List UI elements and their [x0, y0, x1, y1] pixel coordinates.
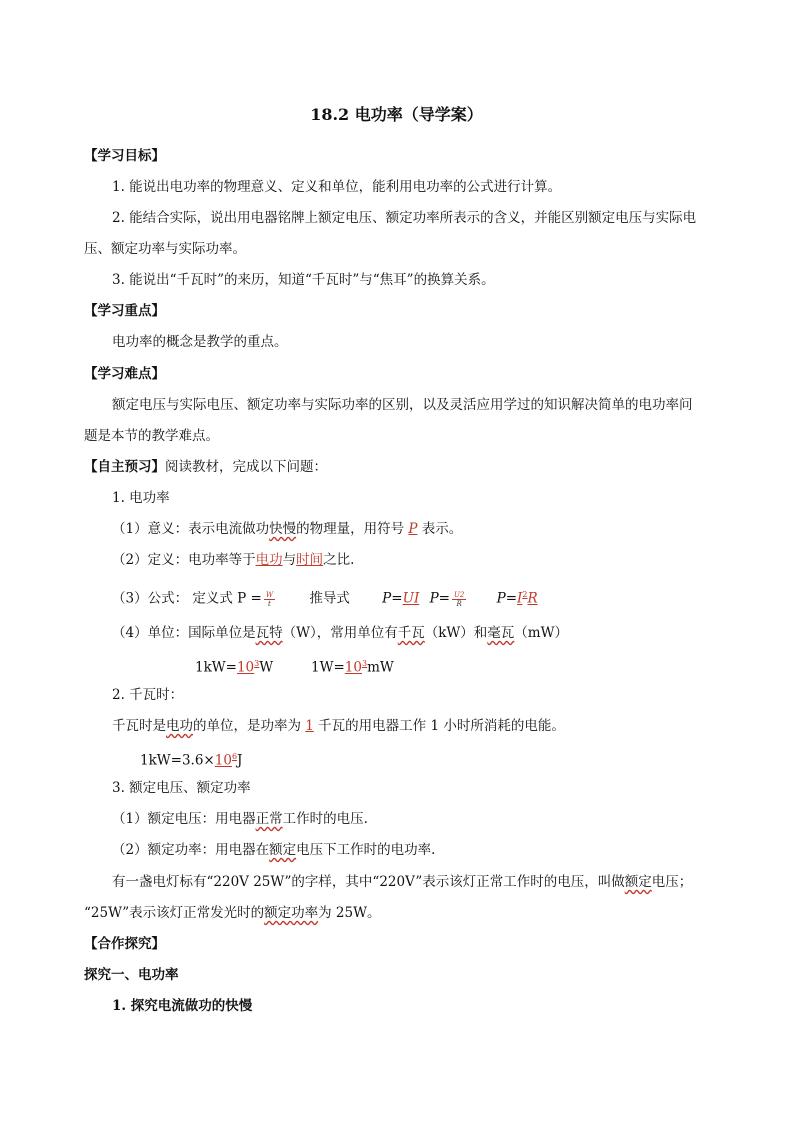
p2-text-fill-1: 电功 [166, 718, 193, 734]
goals-heading: 【学习目标】 [84, 148, 165, 164]
p3-ex-a-post: 电压； [651, 874, 693, 890]
p1-formula-derived: 推导式 [309, 590, 350, 607]
preview-line [84, 458, 327, 476]
conv2-fill: 10 [344, 659, 362, 676]
formula-1-pre: P= [382, 590, 403, 607]
p1-unit-mid-2: （kW）和 [424, 625, 488, 641]
p3-title: 3. 额定电压、额定功率 [112, 780, 251, 796]
p2-conversion [140, 748, 242, 770]
p1-meaning-mid: 的物理量，用符号 [296, 521, 409, 537]
p3-ex-b-fill: 额定功率 [264, 905, 319, 921]
p1-conversion-2 [311, 655, 394, 677]
conv1-post: W [259, 659, 274, 676]
p1-meaning [112, 520, 462, 538]
conv1-pre: 1kW= [195, 659, 237, 676]
fraction-denominator: R [456, 599, 462, 608]
goal-2a: 2. 能结合实际，说出用电器铭牌上额定电压、额定功率所表示的含义，并能区别额定电压与实际电 [112, 210, 697, 226]
p1-meaning-post: 表示。 [417, 521, 463, 537]
p1-unit-pre: （4）单位：国际单位是 [112, 625, 256, 641]
difficulty-text-a: 额定电压与实际电压、额定功率与实际功率的区别，以及灵活应用学过的知识解决简单的电功率问 [112, 397, 693, 413]
p2-text [112, 717, 565, 735]
preview-intro: 阅读教材，完成以下问题： [165, 459, 327, 475]
p1-def-post: 之比. [323, 552, 355, 568]
p1-formula [112, 586, 538, 608]
p1-unit [112, 624, 568, 642]
conv1-sup: 3 [254, 659, 260, 668]
p3-v-post: 工作时的电压. [282, 811, 368, 827]
fraction-denominator: t [268, 599, 271, 608]
p1-def-fill-1: 电功 [255, 552, 283, 568]
p1-unit-fill-2: 千瓦 [397, 625, 425, 641]
p3-ex-b-pre: “25W”表示该灯正常发光时的 [84, 905, 265, 921]
explore-1-heading: 探究一、电功率 [84, 967, 179, 983]
explore-1-subheading: 1. 探究电流做功的快慢 [112, 998, 253, 1014]
conv2-sup: 3 [361, 659, 368, 668]
fraction-numerator: W [265, 590, 274, 599]
p3-ex-a-fill: 额定 [624, 874, 652, 890]
p2-title: 2. 千瓦时： [112, 687, 184, 703]
p1-unit-fill-1: 瓦特 [255, 625, 283, 641]
p1-conversion-1 [195, 655, 273, 677]
formula-2-pre: P= [429, 590, 450, 607]
p3-example-b [84, 904, 380, 922]
p1-unit-post: （mW） [514, 625, 568, 641]
formula-2-fraction [452, 591, 466, 608]
p3-v-pre: （1）额定电压：用电器 [112, 811, 256, 827]
p2-conv-post: J [237, 752, 243, 769]
formula-3-sup: 2 [522, 590, 528, 599]
difficulty-heading: 【学习难点】 [84, 366, 165, 382]
fraction-numerator: U2 [453, 590, 465, 599]
p1-meaning-symbol: P [408, 521, 418, 537]
goal-1: 1. 能说出电功率的物理意义、定义和单位，能利用电功率的公式进行计算。 [112, 179, 562, 195]
p3-rated-voltage [112, 810, 368, 828]
page-title: 18.2 电功率（导学案） [310, 105, 483, 124]
p3-ex-a-pre: 有一盏电灯标有“220V 25W”的字样，其中“220V”表示该灯正常工作时的电压，叫做 [112, 874, 625, 890]
goal-3: 3. 能说出“千瓦时”的来历，知道“千瓦时”与“焦耳”的换算关系。 [112, 272, 495, 288]
p3-p-pre: （2）额定功率：用电器在 [112, 842, 270, 858]
difficulty-text-b: 题是本节的教学难点。 [84, 428, 219, 444]
p1-def-pre: （2）定义：电功率等于 [112, 552, 256, 568]
p2-text-pre: 千瓦时是 [112, 718, 166, 734]
p1-meaning-pre: （1）意义：表示电流做功 [112, 521, 270, 537]
p3-v-fill: 正常 [255, 811, 283, 827]
p2-text-post: 千瓦的用电器工作 1 小时所消耗的电能。 [313, 718, 565, 734]
goal-2b: 压、额定功率与实际功率。 [84, 241, 246, 257]
p1-formula-fraction [264, 591, 275, 608]
p2-conv-sup: 6 [231, 752, 238, 761]
p1-unit-mid-1: （W），常用单位有 [282, 625, 398, 641]
p1-unit-fill-3: 毫瓦 [487, 625, 515, 641]
conv2-post: mW [367, 659, 394, 676]
p1-title: 1. 电功率 [112, 490, 170, 506]
conv2-pre: 1W= [311, 659, 345, 676]
focus-text: 电功率的概念是教学的重点。 [112, 334, 288, 350]
p2-conv-fill: 10 [214, 752, 232, 769]
p1-definition [112, 551, 354, 569]
p1-formula-label: （3）公式： 定义式 P = [112, 590, 262, 607]
p1-def-fill-2: 时间 [296, 552, 324, 568]
formula-3-post: R [527, 590, 538, 607]
p3-rated-power [112, 841, 435, 859]
conv1-fill: 10 [236, 659, 255, 676]
formula-3-pre: P= [496, 590, 518, 607]
p3-example-a [112, 873, 692, 891]
preview-heading: 【自主预习】 [84, 459, 165, 475]
p3-p-fill: 额定 [269, 842, 297, 858]
p2-conv-pre: 1kW=3.6× [140, 752, 215, 769]
p2-text-fill-2: 1 [305, 718, 314, 734]
p2-text-mid: 的单位，是功率为 [193, 718, 306, 734]
focus-heading: 【学习重点】 [84, 303, 165, 319]
p3-ex-b-post: 为 25W。 [318, 905, 381, 921]
formula-1-fill: UI [402, 590, 420, 607]
p1-meaning-fill: 快慢 [269, 521, 297, 537]
formula-3-fill: I [517, 590, 523, 607]
p1-def-mid: 与 [282, 552, 297, 568]
coop-heading: 【合作探究】 [84, 936, 165, 952]
p3-p-post: 电压下工作时的电功率. [296, 842, 436, 858]
